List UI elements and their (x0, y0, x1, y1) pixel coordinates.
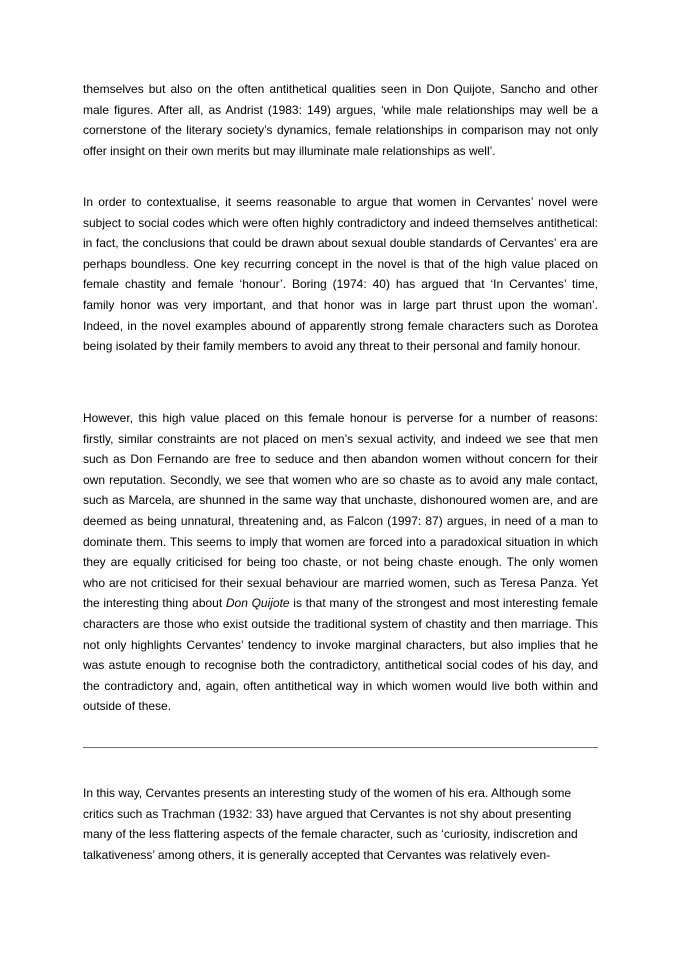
body-paragraph-2 (83, 192, 598, 357)
paragraph-text: In order to contextualise, it seems reasonable to argue that women in Cervantes’ novel were subject to social codes which were often highly contradictory and indeed themselves antithetical: in fact, the conclusions that could be drawn about sexual double standards of Cervantes’ era are perhaps boundless. One key recurring concept in the novel is that of the high value placed on female chastity and female ‘honour’. Boring (1974: 40) has argued that ‘In Cervantes’ time, family honor was very important, and that honor was in large part thrust upon the woman’. Indeed, in the novel examples abound of apparently strong female characters such as Dorotea being isolated by their family members to avoid any threat to their personal and family honour. (83, 195, 598, 354)
horizontal-rule (83, 747, 598, 748)
paragraph-text: However, this high value placed on this female honour is perverse for a number of reasons: firstly, similar constraints are not placed on men’s sexual activity, and indeed we see that men such as Don Fernando are free to seduce and then abandon women without concern for their own reputation. Secondly, we see that women who are so chaste as to avoid any male contact, such as Marcela, are shunned in the same way that unchaste, dishonoured women are, and are deemed as being unnatural, threatening and, as Falcon (1997: 87) argues, in need of a man to dominate them. This seems to imply that women are forced into a paradoxical situation in which they are equally criticised for being too chaste, or not being chaste enough. The only women who are not criticised for their sexual behaviour are married women, such as Teresa Panza. Yet the interesting thing about (83, 411, 598, 611)
paragraph-text: is that many of the strongest and most interesting female characters are those who exist outside the traditional system of chastity and then marriage. This not only highlights Cervantes’ tendency to invoke marginal characters, but also implies that he was astute enough to recognise both the contradictory, antithetical social codes of his day, and the contradictory and, again, often antithetical way in which women would live both within and outside of these. (83, 596, 599, 714)
body-paragraph-1 (83, 79, 598, 161)
body-paragraph-4 (83, 783, 599, 865)
paragraph-text: In this way, Cervantes presents an interesting study of the women of his era. Although some critics such as Trachman (1932: 33) have argued that Cervantes is not shy about presenting many of the less flattering aspects of the female character, such as ‘curiosity, indiscretion and talkativeness’ among others, it is generally accepted that Cervantes was relatively even- (83, 786, 578, 862)
book-title-italic: Don Quijote (225, 596, 290, 611)
body-paragraph-3 (83, 408, 598, 717)
paragraph-text: themselves but also on the often antithetical qualities seen in Don Quijote, Sancho and other male figures. After all, as Andrist (1983: 149) argues, ‘while male relationships may well be a cornerstone of the literary society’s dynamics, female relationships in comparison may not only offer insight on their own merits but may illuminate male relationships as well’. (83, 82, 598, 158)
